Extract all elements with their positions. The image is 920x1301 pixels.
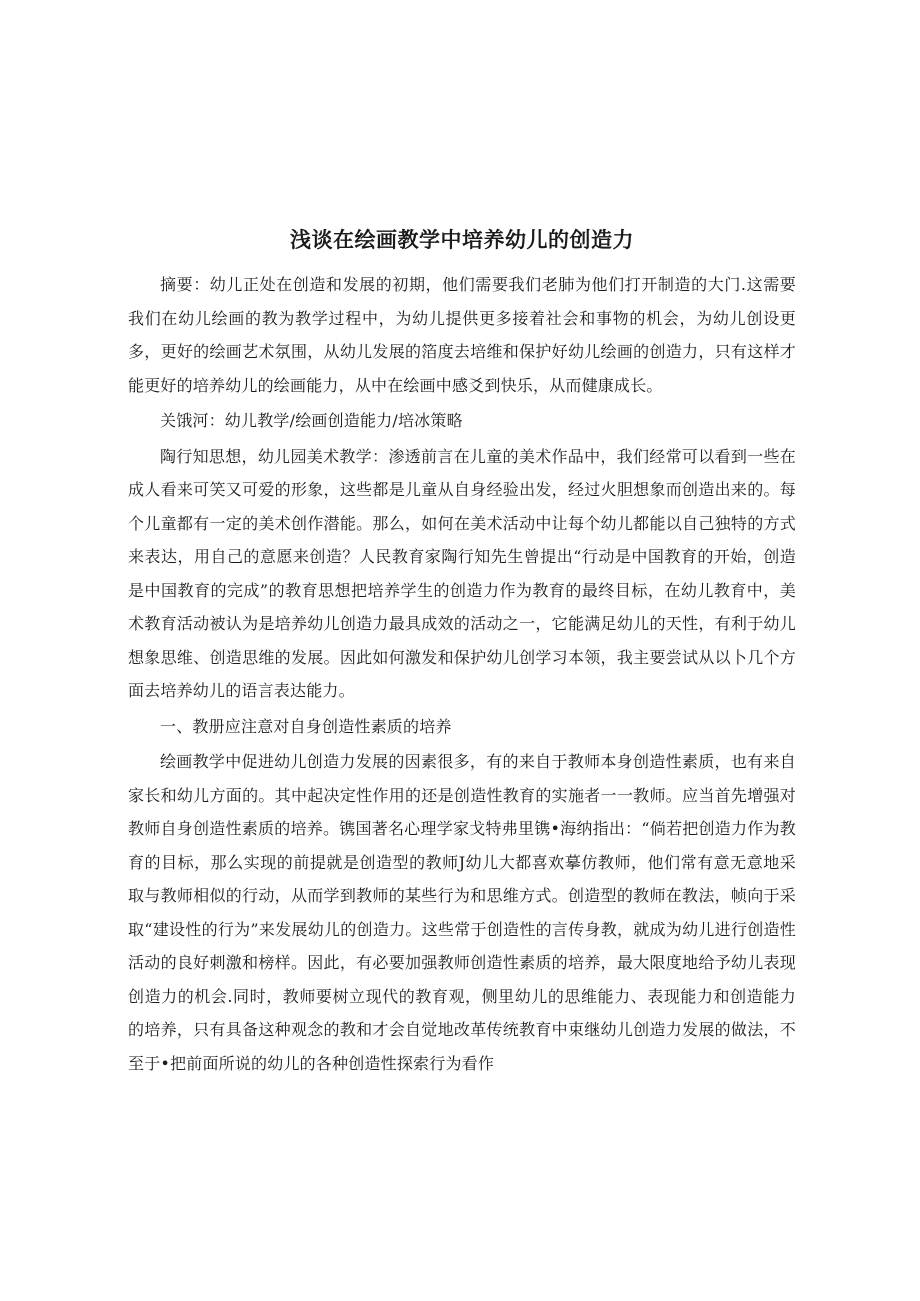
body-paragraph-2: 绘画教学中促进幼儿创造力发展的因素很多，有的来自于教师本身创造性素质，也有来自家长和幼儿方面的。其中起决定性作用的还是创造性教育的实施者一一教师。应当首先增强对教师自身创造性素质的培养。镌国著名心理学家戈特弗里镌•海纳指出：“倘若把创造力作为教育的目标，那么实现的前提就是创造型的教师J幼儿大都喜欢摹仿教师，他们常有意无意地采取与教师相似的行动，从而学到教师的某些行为和思维方式。创造型的教师在教法，帧向于采取“建设性的行为”来发展幼儿的创造力。这些常于创造性的言传身教，就成为幼儿进行创造性活动的良好刺激和榜样。因此，有必要加强教师创造性素质的培养，最大限度地给予幼儿表现创造力的机会.同时，教师要树立现代的教育观，侧里幼儿的思维能力、表现能力和创造能力的培养，只有具备这种观念的教和才会自觉地改革传统教育中束继幼儿创造力发展的做法，不至于•把前面所说的幼儿的各种创造性探索行为看作: [128, 752, 796, 1073]
keywords-line: 关饿河：幼儿教学/绘画创造能力/培冰策略: [160, 411, 463, 430]
document-title: 浅谈在绘画教学中培养幼儿的创造力: [290, 228, 634, 252]
document-page: [128, 222, 796, 1082]
body-paragraph-1: 陶行知思想，幼儿园美术教学：渗透前言在儿童的美术作品中，我们经常可以看到一些在成人看来可笑又可爱的形象，这些都是儿童从自身经验出发，经过火胆想象而创造出来的。每个儿童都有一定的美术创作潜能。那么，如何在美术活动中让每个幼儿都能以自己独特的方式来表达，用自己的意愿来创造？人民教育家陶行知先生曾提出“行动是中国教育的开始，创造是中国教育的完成”的教育思想把培养学生的创造力作为教育的最终目标，在幼儿教育中，美术教育活动被认为是培养幼儿创造力最具成效的活动之一，它能满足幼儿的天性，有利于幼儿想象思维、创造思维的发展。因此如何激发和保护幼儿创学习本领，我主要尝试从以卜几个方面去培养幼儿的语言表达能力。: [128, 446, 796, 700]
abstract-paragraph: 摘要：幼儿正处在创造和发展的初期，他们需要我们老肺为他们打开制造的大门.这需要我们在幼儿绘画的教为教学过程中，为幼儿提供更多接着社会和事物的机会，为幼儿创设更多，更好的绘画艺术氛围，从幼儿发展的箔度去培维和保护好幼儿绘画的创造力，只有这样才能更好的培养幼儿的绘画能力，从中在绘画中感爻到快乐，从而健康成长。: [128, 275, 796, 395]
section-heading-1: 一、教册应注意对自身创造性素质的培养: [160, 716, 452, 736]
